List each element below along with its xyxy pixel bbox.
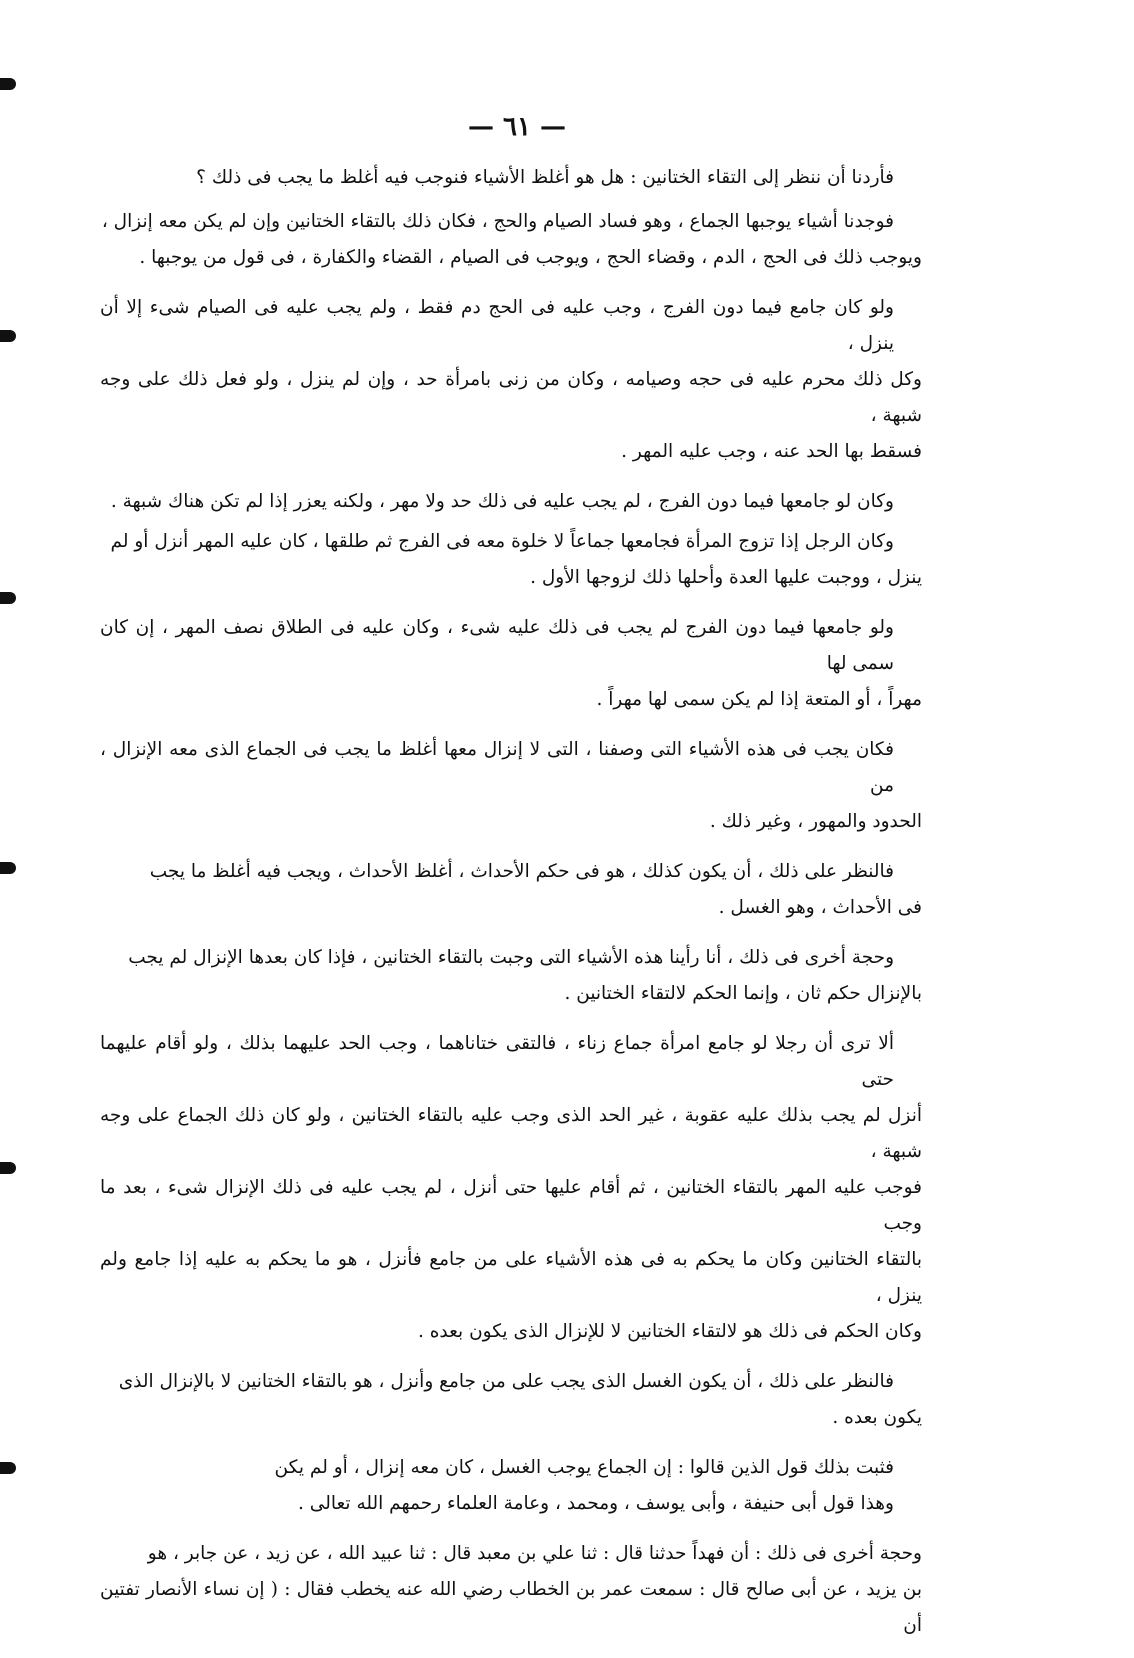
edge-mark — [0, 78, 16, 90]
paragraph — [100, 732, 922, 840]
text-line: وكان الحكم فى ذلك هو لالتقاء الختانين لا للإنزال الذى يكون بعده . — [417, 1321, 922, 1342]
text-line: وكل ذلك محرم عليه فى حجه وصيامه ، وكان من زنى بامرأة حد ، وإن لم ينزل ، ولو فعل ذلك على وجه شبهة ، — [100, 369, 922, 426]
text-line: فأردنا أن ننظر إلى التقاء الختانين : هل هو أغلظ الأشياء فنوجب فيه أغلظ ما يجب فى ذلك ؟ — [196, 167, 894, 188]
paragraph — [100, 940, 922, 1012]
text-line: فالنظر على ذلك ، أن يكون كذلك ، هو فى حكم الأحداث ، أغلظ الأحداث ، ويجب فيه أغلظ ما يجب — [149, 861, 894, 882]
paragraph — [100, 290, 922, 470]
text-line: وكان لو جامعها فيما دون الفرج ، لم يجب عليه فى ذلك حد ولا مهر ، ولكنه يعزر إذا لم تكن هناك شبهة . — [110, 491, 894, 512]
edge-mark — [0, 330, 16, 342]
paragraph — [260, 1450, 922, 1522]
text-line: فسقط بها الحد عنه ، وجب عليه المهر . — [621, 441, 922, 462]
edge-mark — [0, 862, 16, 874]
text-line: ويوجب ذلك فى الحج ، الدم ، وقضاء الحج ، ويوجب فى الصيام ، القضاء والكفارة ، فى قول من يوجبها . — [139, 247, 922, 268]
paragraph — [100, 484, 922, 520]
text-line: ولو جامعها فيما دون الفرج لم يجب فى ذلك عليه شىء ، وكان عليه فى الطلاق نصف المهر ، إن كان سمى لها — [100, 617, 894, 674]
paragraph — [100, 854, 922, 926]
text-line: ينزل ، ووجبت عليها العدة وأحلها ذلك لزوجها الأول . — [530, 567, 922, 588]
text-line: ولو كان جامع فيما دون الفرج ، وجب عليه فى الحج دم فقط ، ولم يجب عليه فى الصيام شىء إلا أن ينزل ، — [100, 297, 894, 354]
text-line: أنزل لم يجب بذلك عليه عقوبة ، غير الحد الذى وجب عليه بالتقاء الختانين ، ولو كان ذلك الجماع على وجه شبهة ، — [100, 1105, 922, 1162]
text-line: فكان يجب فى هذه الأشياء التى وصفنا ، التى لا إنزال معها أغلظ ما يجب فى الجماع الذى معه الإنزال ، من — [100, 739, 894, 796]
paragraph — [100, 1536, 922, 1644]
paragraph — [100, 160, 922, 196]
paragraph — [100, 204, 922, 276]
paragraph — [100, 524, 922, 596]
text-line: بن يزيد ، عن أبى صالح قال : سمعت عمر بن الخطاب رضي الله عنه يخطب فقال : ( إن نساء الأنصار تفتين أن — [100, 1579, 922, 1636]
paragraph — [100, 610, 922, 718]
text-line: وهذا قول أبى حنيفة ، وأبى يوسف ، ومحمد ، وعامة العلماء رحمهم الله تعالى . — [298, 1493, 894, 1514]
text-line: فثبت بذلك قول الذين قالوا : إن الجماع يوجب الغسل ، كان معه إنزال ، أو لم يكن — [274, 1457, 894, 1478]
text-line: الحدود والمهور ، وغير ذلك . — [709, 811, 922, 832]
paragraph — [100, 1364, 922, 1436]
edge-mark — [0, 1462, 16, 1474]
edge-mark — [0, 592, 16, 604]
edge-mark — [0, 1162, 16, 1174]
text-line: بالإنزال حكم ثان ، وإنما الحكم لالتقاء الختانين . — [564, 983, 922, 1004]
page-number: — ٦١ — — [467, 112, 567, 142]
text-line: وحجة أخرى فى ذلك ، أنا رأينا هذه الأشياء التى وجبت بالتقاء الختانين ، فإذا كان بعدها الإنزال لم يجب — [128, 947, 894, 968]
text-line: فالنظر على ذلك ، أن يكون الغسل الذى يجب على من جامع وأنزل ، هو بالتقاء الختانين لا بالإنزال الذى — [118, 1371, 894, 1392]
text-line: ألا ترى أن رجلا لو جامع امرأة جماع زناء ، فالتقى ختاناهما ، وجب الحد عليهما بذلك ، ولو أقام عليهما حتى — [100, 1033, 894, 1090]
text-line: فوجب عليه المهر بالتقاء الختانين ، ثم أقام عليها حتى أنزل ، لم يجب عليه فى ذلك الإنزال شىء ، بعد ما وجب — [100, 1177, 922, 1234]
text-line: فوجدنا أشياء يوجبها الجماع ، وهو فساد الصيام والحج ، فكان ذلك بالتقاء الختانين وإن لم يكن معه إنزال ، — [101, 211, 894, 232]
paragraph — [100, 1026, 922, 1350]
body-text — [100, 160, 922, 1658]
text-line: بالتقاء الختانين وكان ما يحكم به فى هذه الأشياء على من جامع فأنزل ، هو ما يحكم به عليه إذا جامع ولم ينزل ، — [100, 1249, 922, 1306]
text-line: وحجة أخرى فى ذلك : أن فهداً حدثنا قال : ثنا علي بن معبد قال : ثنا عبيد الله ، عن زيد ، عن جابر ، هو — [147, 1543, 922, 1564]
text-line: يكون بعده . — [832, 1407, 922, 1428]
text-line: وكان الرجل إذا تزوج المرأة فجامعها جماعاً لا خلوة معه فى الفرج ثم طلقها ، كان عليه المهر أنزل أو لم — [110, 531, 894, 552]
text-line: فى الأحداث ، وهو الغسل . — [718, 897, 922, 918]
text-line: مهراً ، أو المتعة إذا لم يكن سمى لها مهراً . — [596, 689, 922, 710]
